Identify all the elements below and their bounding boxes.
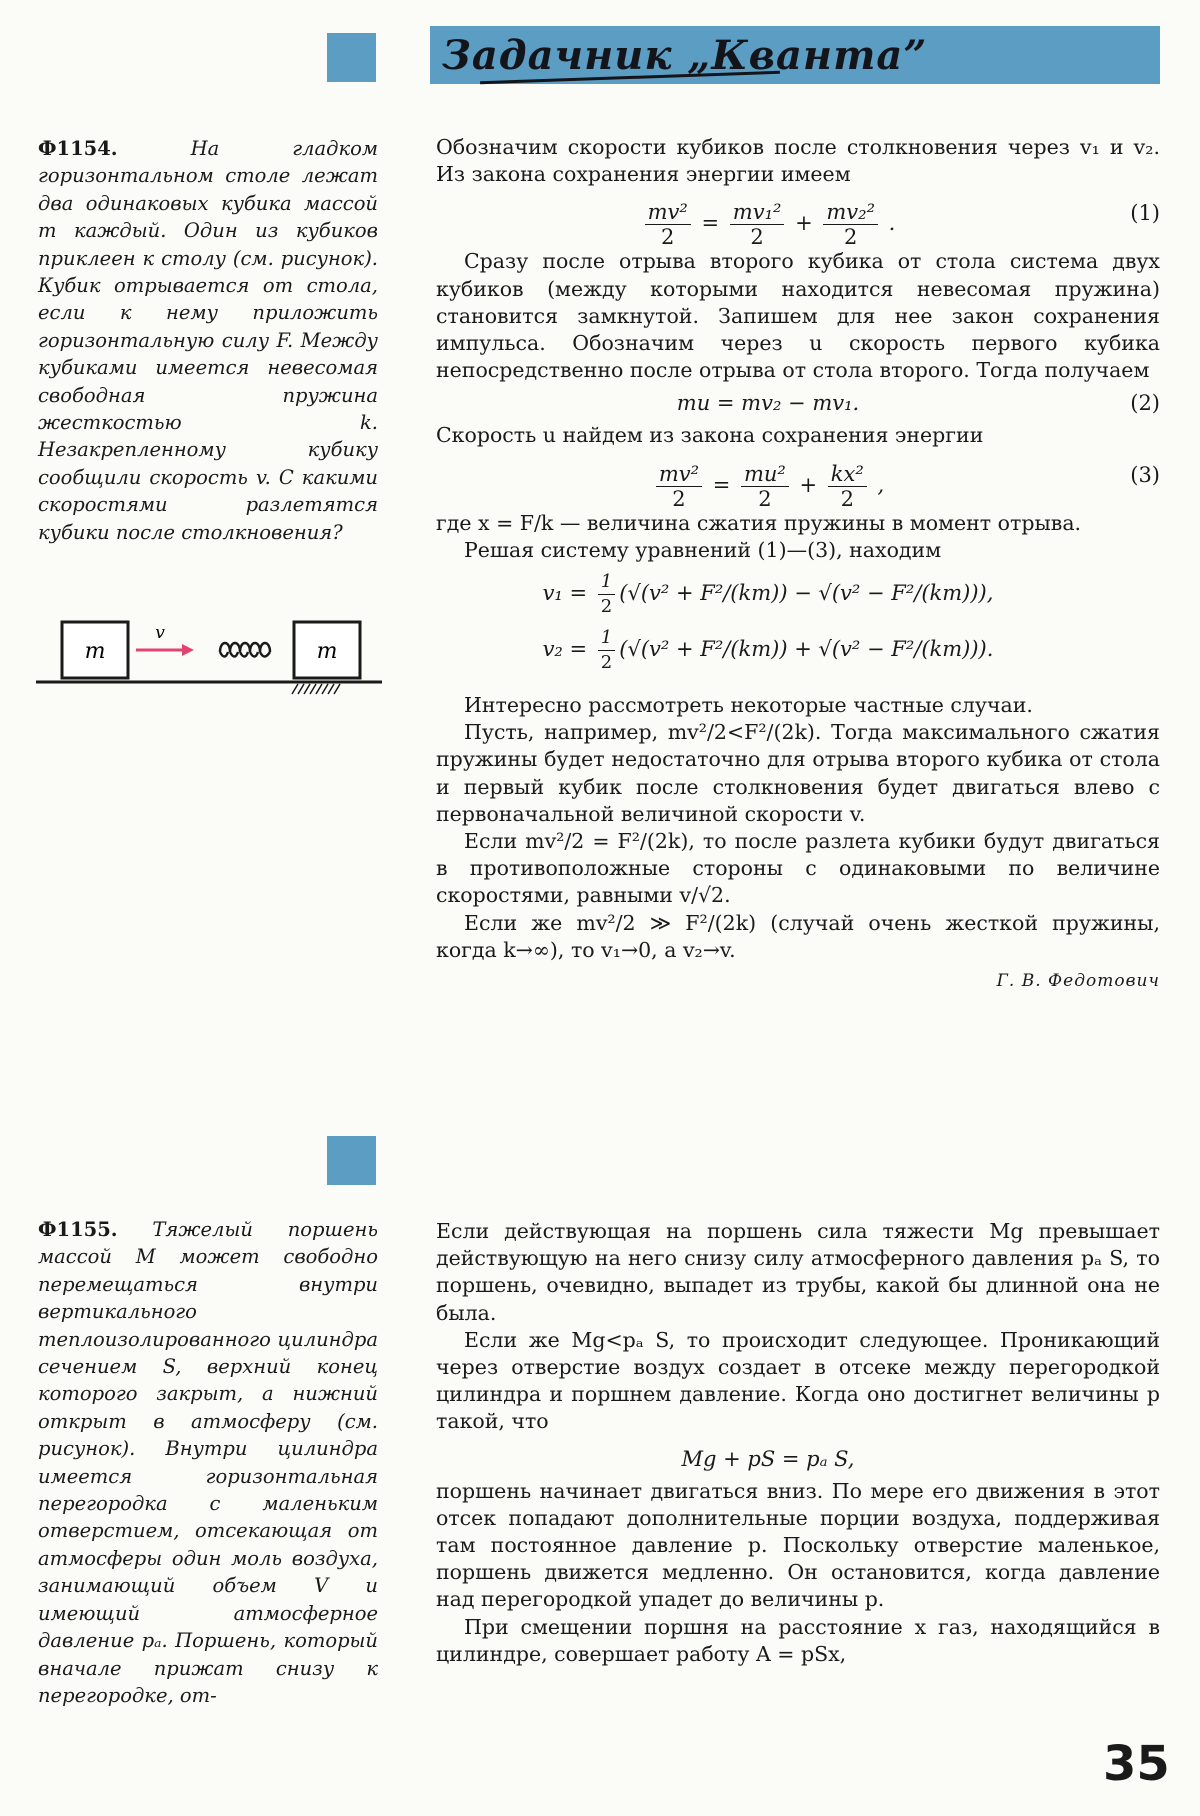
solution1-p9: Если же mv²/2 ≫ F²/(2k) (случай очень жесткой пружины, когда k→∞), то v₁→0, а v₂→v. bbox=[436, 910, 1160, 962]
solution1-p6: Интересно рассмотреть некоторые частные случаи. bbox=[464, 693, 1033, 718]
equation-piston-body: Mg + pS = pₐ S, bbox=[681, 1446, 855, 1471]
author-signature: Г. В. Федотович bbox=[996, 971, 1160, 992]
equation-2-number: (2) bbox=[1130, 391, 1160, 416]
equation-v1: v₁ = $\frac{1}{2}$ (√(v² + F²/(km)) − √(v² − F²/(km))), bbox=[542, 571, 994, 618]
problem1-figure bbox=[36, 612, 382, 712]
equation-1: $\frac{\text{mv²}}{2}$ = $\frac{\text{mv₁²}}{2}$ + $\frac{\text{mv₂²}}{2}$ . (1) bbox=[436, 188, 1160, 242]
solution2-p3: поршень начинает двигаться вниз. По мере его движения в этот отсек попадают дополнительные порции воздуха, поддерживая там постоянное давление p. Поскольку отверстие маленькое, поршень движется медленно. Он остановится, когда давление над перегородкой упадет до величины p. bbox=[436, 1478, 1160, 1612]
solution1-p5: Решая систему уравнений (1)—(3), находим bbox=[464, 537, 942, 562]
solution2-p1: Если действующая на поршень сила тяжести Mg превышает действующую на него снизу силу атмосферного давления pₐ S, то поршень, очевидно, выпадет из трубы, какой бы длинной она не была. bbox=[436, 1219, 1160, 1325]
solution1-p3: Скорость u найдем из закона сохранения энергии bbox=[436, 423, 984, 448]
page-number: 35 bbox=[1103, 1736, 1170, 1792]
problem2-label: Ф1155. bbox=[38, 1218, 118, 1241]
problem1-label: Ф1154. bbox=[38, 137, 118, 160]
problem1-text: На гладком горизонтальном столе лежат два одинаковых кубика массой m каждый. Один из кубиков приклеен к столу (см. рисунок). Кубик отрывается от стола, если к нему приложить горизонтальную силу F. Между кубиками имеется невесомая свободная пружина жесткостью k. Незакрепленному кубику сообщили скорость v. С какими скоростями разлетятся кубики после столкновения? bbox=[38, 137, 378, 544]
equation-2 bbox=[436, 384, 1160, 422]
problem1-solution bbox=[436, 134, 1160, 995]
equation-1-number: (1) bbox=[1130, 201, 1160, 226]
solution1-p1: Обозначим скорости кубиков после столкновения через v₁ и v₂. Из закона сохранения энергии имеем bbox=[436, 135, 1160, 187]
glue-hatching bbox=[292, 684, 340, 694]
header-banner bbox=[430, 26, 1160, 84]
problem2-statement bbox=[38, 1216, 378, 1709]
equation-3: $\frac{\text{mv²}}{2}$ = $\frac{\text{mu²}}{2}$ + $\frac{\text{kx²}}{2}$ , (3) bbox=[436, 450, 1160, 504]
block-left-label: m bbox=[84, 639, 106, 664]
velocity-arrow-head bbox=[182, 644, 194, 656]
section-marker-middle bbox=[327, 1136, 376, 1185]
solution2-p4: При смещении поршня на расстояние x газ, находящийся в цилиндре, совершает работу A = pSx, bbox=[436, 1614, 1160, 1666]
header-title: Задачник „Кванта” bbox=[442, 32, 928, 79]
equation-2-body: mu = mv₂ − mv₁. bbox=[676, 391, 860, 416]
solution1-p7: Пусть, например, mv²/2<F²/(2k). Тогда максимального сжатия пружины будет недостаточно для отрыва второго кубика от стола и первый кубик после столкновения будет двигаться влево с первоначальной величиной скорости v. bbox=[436, 720, 1160, 826]
solution1-p2: Сразу после отрыва второго кубика от стола система двух кубиков (между которыми находится невесомая пружина) становится замкнутой. Запишем для нее закон сохранения импульса. Обозначим через u скорость первого кубика непосредственно после отрыва от стола второго. Тогда получаем bbox=[436, 249, 1160, 383]
equation-v2: v₂ = $\frac{1}{2}$ (√(v² + F²/(km)) + √(v² − F²/(km))). bbox=[542, 627, 994, 674]
solution2-p2: Если же Mg<pₐ S, то происходит следующее. Проникающий через отверстие воздух создает в отсеке между перегородкой цилиндра и поршнем давление. Когда оно достигнет величины p такой, что bbox=[436, 1327, 1160, 1434]
problem2-text: Тяжелый поршень массой M может свободно перемещаться внутри вертикального теплоизолированного цилиндра сечением S, верхний конец которого закрыт, а нижний открыт в атмосферу (см. рисунок). Внутри цилиндра имеется горизонтальная перегородка с маленьким отверстием, отсекающая от атмосферы один моль воздуха, занимающий объем V и имеющий атмосферное давление pₐ. Поршень, который вначале прижат снизу к перегородке, от- bbox=[38, 1218, 379, 1707]
section-marker-top bbox=[327, 33, 376, 82]
equation-piston bbox=[436, 1436, 1160, 1478]
problem1-statement bbox=[38, 135, 378, 546]
solution1-p8: Если mv²/2 = F²/(2k), то после разлета кубики будут двигаться в противоположные стороны с одинаковыми по величине скоростями, равными v/√2. bbox=[436, 829, 1160, 908]
problem2-solution bbox=[436, 1218, 1160, 1668]
spring bbox=[220, 643, 270, 657]
solution1-p4: где x = F/k — величина сжатия пружины в момент отрыва. bbox=[436, 510, 1082, 535]
block-right-label: m bbox=[316, 639, 338, 664]
velocity-label: v bbox=[155, 623, 165, 643]
equation-3-number: (3) bbox=[1130, 462, 1160, 487]
